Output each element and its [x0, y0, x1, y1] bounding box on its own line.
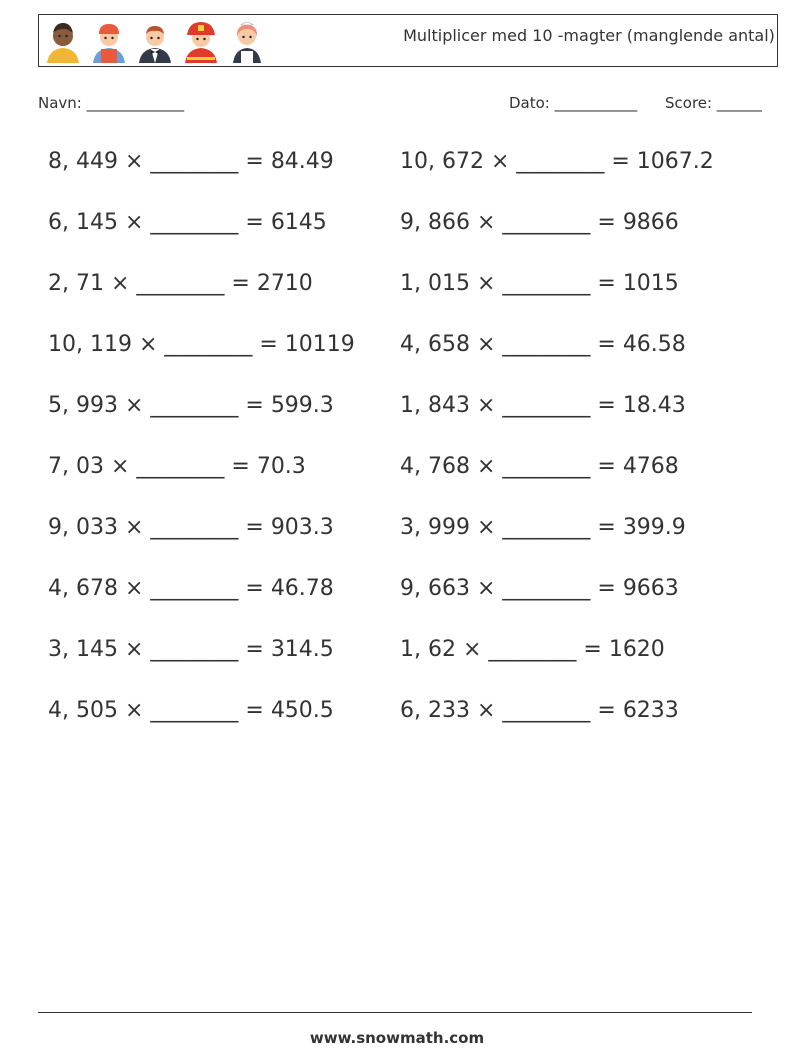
problem-item: 10, 119 × ________ = 10119 [48, 332, 355, 357]
name-field: Navn: _____________ [38, 94, 185, 112]
problem-item: 5, 993 × ________ = 599.3 [48, 393, 334, 418]
problem-item: 4, 678 × ________ = 46.78 [48, 576, 334, 601]
problem-item: 6, 145 × ________ = 6145 [48, 210, 327, 235]
problem-item: 10, 672 × ________ = 1067.2 [400, 149, 714, 174]
worksheet-title: Multiplicer med 10 -magter (manglende antal) [403, 26, 775, 45]
problem-item: 1, 015 × ________ = 1015 [400, 271, 679, 296]
problem-item: 1, 62 × ________ = 1620 [400, 637, 665, 662]
problem-item: 9, 033 × ________ = 903.3 [48, 515, 334, 540]
problem-item: 8, 449 × ________ = 84.49 [48, 149, 334, 174]
problem-item: 3, 999 × ________ = 399.9 [400, 515, 686, 540]
problem-item: 2, 71 × ________ = 2710 [48, 271, 313, 296]
footer-divider [38, 1012, 752, 1013]
problem-item: 7, 03 × ________ = 70.3 [48, 454, 306, 479]
footer-url: www.snowmath.com [309, 1029, 485, 1047]
problem-item: 6, 233 × ________ = 6233 [400, 698, 679, 723]
problem-item: 9, 663 × ________ = 9663 [400, 576, 679, 601]
problem-item: 4, 658 × ________ = 46.58 [400, 332, 686, 357]
maid-icon [227, 19, 267, 65]
waiter-icon [135, 19, 175, 65]
person-icon [43, 19, 83, 65]
problem-item: 4, 505 × ________ = 450.5 [48, 698, 334, 723]
worksheet-header [38, 14, 778, 67]
problem-item: 3, 145 × ________ = 314.5 [48, 637, 334, 662]
firefighter-icon [181, 19, 221, 65]
score-field: Score: ______ [665, 94, 762, 112]
problem-item: 1, 843 × ________ = 18.43 [400, 393, 686, 418]
problem-item: 9, 866 × ________ = 9866 [400, 210, 679, 235]
date-field: Dato: ___________ [509, 94, 638, 112]
problem-item: 4, 768 × ________ = 4768 [400, 454, 679, 479]
worker-icon [89, 19, 129, 65]
